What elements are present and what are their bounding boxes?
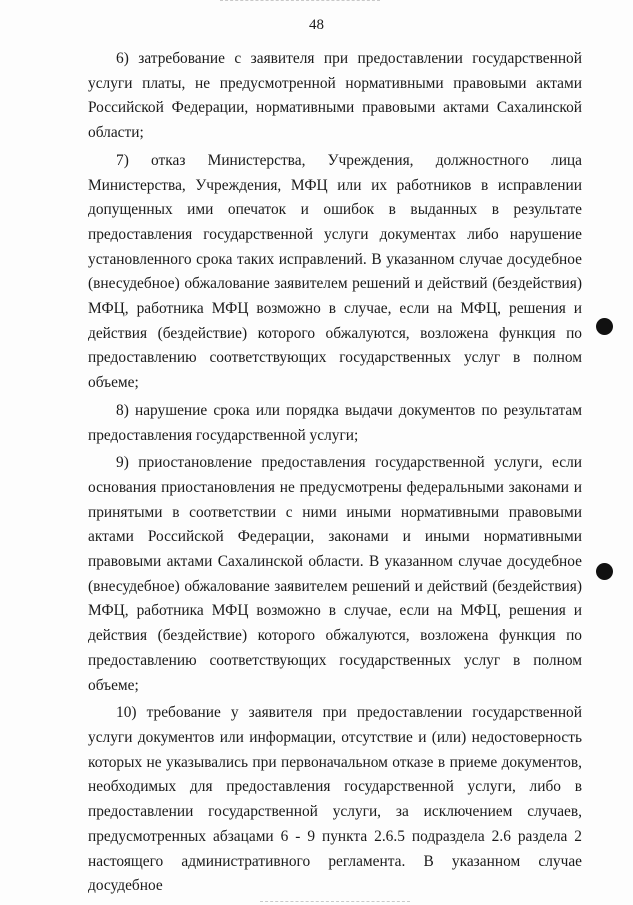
document-body xyxy=(88,47,582,902)
paragraph-item-6: 6) затребование с заявителя при предоставлении государственной услуги платы, не предусмотренной нормативными правовыми актами Российской Федерации, нормативными правовыми актами Сахалинской области; xyxy=(88,50,582,142)
scan-edge-bottom xyxy=(260,901,410,904)
paragraph-item-10: 10) требование у заявителя при предоставлении государственной услуги документов или информации, отсутствие и (или) недостоверность которых не указывались при первоначальном отказе в приеме документов, необходимых для предоставления государственной услуги, либо в предоставлении государственной услуги, за исключением случаев, предусмотренных абзацами 6 - 9 пункта 2.6.5 подраздела 2.6 раздела 2 настоящего административного регламента. В указанном случае досудебное xyxy=(88,704,582,895)
paragraph-item-7: 7) отказ Министерства, Учреждения, должностного лица Министерства, Учреждения, МФЦ или их работников в исправлении допущенных ими опечаток и ошибок в выданных в результате предоставления государственной услуги документах либо нарушение установленного срока таких исправлений. В указанном случае досудебное (внесудебное) обжалование заявителем решений и действий (бездействия) МФЦ, работника МФЦ возможно в случае, если на МФЦ, решения и действия (бездействие) которого обжалуются, возложена функция по предоставлению соответствующих государственных услуг в полном объеме; xyxy=(88,151,582,392)
scan-edge-top xyxy=(220,0,380,3)
paragraph-item-8: 8) нарушение срока или порядка выдачи документов по результатам предоставления государственной услуги; xyxy=(88,401,582,444)
punch-hole-mark xyxy=(596,563,613,580)
page-number: 48 xyxy=(309,17,324,33)
paragraph-item-9: 9) приостановление предоставления государственной услуги, если основания приостановления не предусмотрены федеральными законами и принятыми в соответствии с ними иными нормативными правовыми актами Российской Федерации, законами и иными нормативными правовыми актами Сахалинской области. В указанном случае досудебное (внесудебное) обжалование заявителем решений и действий (бездействия) МФЦ, работника МФЦ возможно в случае, если на МФЦ, решения и действия (бездействие) которого обжалуются, возложена функция по предоставлению соответствующих государственных услуг в полном объеме; xyxy=(88,454,582,694)
punch-hole-mark xyxy=(596,318,613,335)
